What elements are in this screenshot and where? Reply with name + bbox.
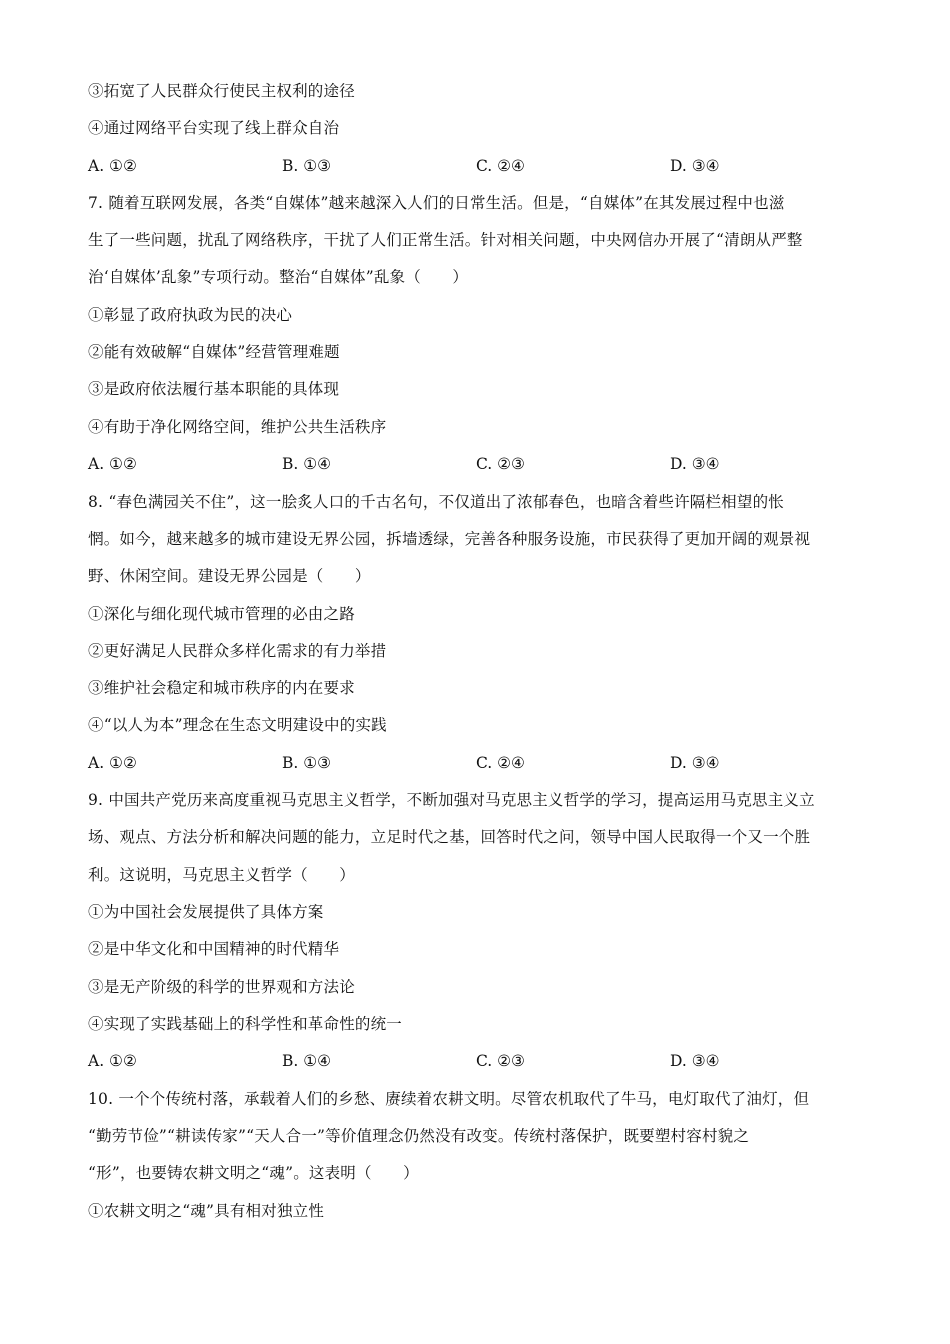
text-line-q8-s4: ④“以人为本”理念在生态文明建设中的实践 (88, 716, 387, 734)
text-line-q7-s3: ③是政府依法履行基本职能的具体现 (88, 380, 340, 398)
option-a-q9: A. ①② (88, 1052, 137, 1070)
text-line-q8-s1: ①深化与细化现代城市管理的必由之路 (88, 605, 355, 623)
text-line-q9-l1: 9. 中国共产党历来高度重视马克思主义哲学，不断加强对马克思主义哲学的学习，提高运用马克思主义立 (88, 791, 815, 809)
text-line-q7-l2: 生了一些问题，扰乱了网络秩序，干扰了人们正常生活。针对相关问题，中央网信办开展了“清朗从严整 (88, 231, 803, 249)
text-line-q10-l2: “勤劳节俭”“耕读传家”“天人合一”等价值理念仍然没有改变。传统村落保护，既要塑村容村貌之 (88, 1127, 750, 1145)
option-c-q7: C. ②③ (476, 455, 525, 473)
option-b-q6: B. ①③ (282, 157, 332, 175)
text-line-q7-s1: ①彰显了政府执政为民的决心 (88, 306, 293, 324)
text-line-q9-l2: 场、观点、方法分析和解决问题的能力，立足时代之基，回答时代之问，领导中国人民取得一个又一个胜 (88, 828, 811, 846)
option-c-q9: C. ②③ (476, 1052, 525, 1070)
text-line-q10-l3: “形”，也要铸农耕文明之“魂”。这表明（ ） (88, 1164, 419, 1182)
text-line-q7-s4: ④有助于净化网络空间，维护公共生活秩序 (88, 418, 387, 436)
text-line-q6-s3: ③拓宽了人民群众行使民主权利的途径 (88, 82, 355, 100)
text-line-q8-l2: 惘。如今，越来越多的城市建设无界公园，拆墙透绿，完善各种服务设施，市民获得了更加开阔的观景视 (88, 530, 811, 548)
answer-options-q6 (88, 156, 868, 176)
text-line-q6-s4: ④通过网络平台实现了线上群众自治 (88, 119, 340, 137)
text-line-q9-s2: ②是中华文化和中国精神的时代精华 (88, 940, 340, 958)
text-line-q8-s2: ②更好满足人民群众多样化需求的有力举措 (88, 642, 387, 660)
option-c-q8: C. ②④ (476, 754, 525, 772)
text-line-q8-s3: ③维护社会稳定和城市秩序的内在要求 (88, 679, 355, 697)
option-d-q6: D. ③④ (670, 157, 720, 175)
text-line-q9-l3: 利。这说明，马克思主义哲学（ ） (88, 866, 355, 884)
text-line-q7-l3: 治‘自媒体’乱象”专项行动。整治“自媒体”乱象（ ） (88, 268, 469, 286)
text-line-q7-l1: 7. 随着互联网发展，各类“自媒体”越来越深入人们的日常生活。但是，“自媒体”在其发展过程中也滋 (88, 194, 785, 212)
answer-options-q8 (88, 753, 868, 773)
option-b-q7: B. ①④ (282, 455, 332, 473)
option-a-q7: A. ①② (88, 455, 137, 473)
option-a-q8: A. ①② (88, 754, 137, 772)
text-line-q10-s1: ①农耕文明之“魂”具有相对独立性 (88, 1202, 325, 1220)
text-line-q8-l3: 野、休闲空间。建设无界公园是（ ） (88, 567, 371, 585)
option-d-q7: D. ③④ (670, 455, 720, 473)
option-d-q8: D. ③④ (670, 754, 720, 772)
text-line-q9-s3: ③是无产阶级的科学的世界观和方法论 (88, 978, 355, 996)
answer-options-q7 (88, 454, 868, 474)
option-a-q6: A. ①② (88, 157, 137, 175)
text-line-q7-s2: ②能有效破解“自媒体”经营管理难题 (88, 343, 340, 361)
option-d-q9: D. ③④ (670, 1052, 720, 1070)
option-b-q9: B. ①④ (282, 1052, 332, 1070)
option-b-q8: B. ①③ (282, 754, 332, 772)
answer-options-q9 (88, 1051, 868, 1071)
text-line-q8-l1: 8. “春色满园关不住”，这一脍炙人口的千古名句，不仅道出了浓郁春色，也暗含着些许隔栏相望的怅 (88, 493, 784, 511)
option-c-q6: C. ②④ (476, 157, 525, 175)
text-line-q9-s1: ①为中国社会发展提供了具体方案 (88, 903, 324, 921)
text-line-q10-l1: 10. 一个个传统村落，承载着人们的乡愁、赓续着农耕文明。尽管农机取代了牛马，电灯取代了油灯，但 (88, 1090, 810, 1108)
text-line-q9-s4: ④实现了实践基础上的科学性和革命性的统一 (88, 1015, 403, 1033)
